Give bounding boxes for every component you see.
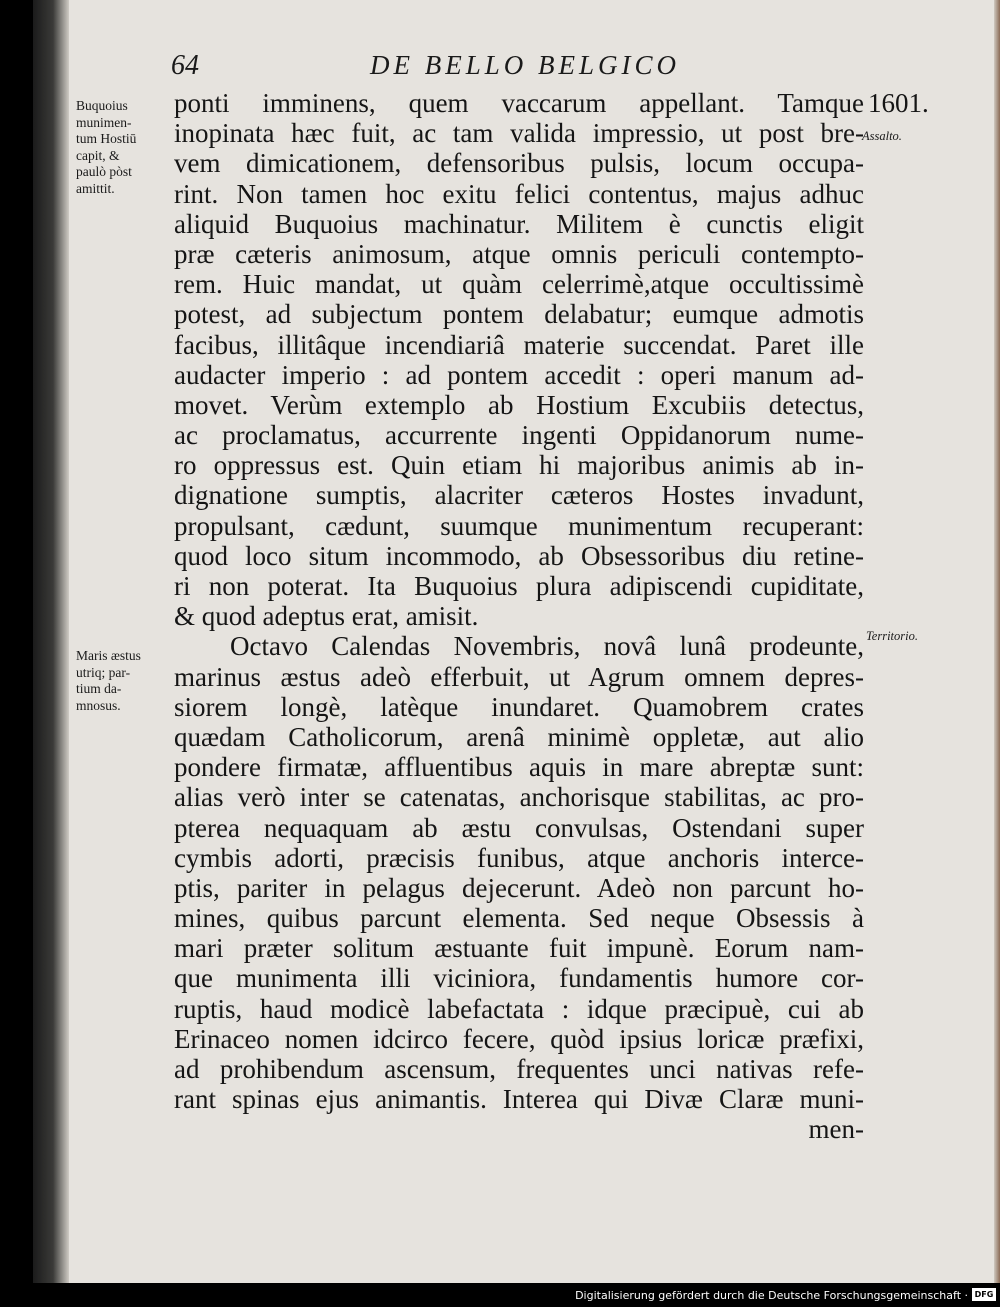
margin-note-line: utriq; par- [76, 664, 131, 680]
body-text [174, 88, 864, 1145]
margin-note-line: tium da- [76, 681, 122, 696]
margin-note-line: Maris æstus [76, 648, 141, 663]
margin-note-line: amittit. [76, 180, 115, 196]
text-line: rint. Non tamen hoc exitu felici contentus, majus adhuc [174, 178, 864, 209]
margin-note-line: capit, & [76, 147, 120, 163]
footer-credit: Digitalisierung gefördert durch die Deutsche Forschungsgemeinschaft · [575, 1289, 968, 1302]
text-line: rant spinas ejus animantis. Interea qui Divæ Claræ muni- [174, 1084, 864, 1115]
text-line: rem. Huic mandat, ut quàm celerrimè,atque occultissimè [174, 269, 864, 300]
text-line: facibus, illitâque incendiariâ materie succendat. Paret ille [174, 329, 864, 360]
text-line: que munimenta illi viciniora, fundamentis humore cor- [174, 963, 864, 994]
margin-note-right-1: Assalto. [862, 129, 902, 143]
text-line: dignatione sumptis, alacriter cæteros Hostes invadunt, [174, 480, 864, 511]
text-line: Erinaceo nomen idcirco fecere, quòd ipsius loricæ præfixi, [174, 1023, 864, 1054]
margin-note-line: paulò pòst [76, 164, 132, 179]
text-line: ac proclamatus, accurrente ingenti Oppidanorum nume- [174, 420, 864, 451]
dfg-logo-icon: DFG [972, 1288, 996, 1301]
text-line: præ cæteris animosum, atque omnis periculi contempto- [174, 238, 864, 269]
text-line: quædam Catholicorum, arenâ minimè oppletæ, aut alio [174, 721, 864, 752]
margin-note-line: munimen- [76, 114, 132, 130]
text-line: movet. Verùm extemplo ab Hostium Excubiis detectus, [174, 389, 864, 420]
catchword: men- [808, 1114, 864, 1145]
margin-note-left-1 [76, 98, 168, 197]
text-line: quod loco situm incommodo, ab Obsessoribus diu retine- [174, 540, 864, 571]
text-line: propulsant, cædunt, suumque munimentum recuperant: [174, 510, 864, 541]
text-line: pondere firmatæ, affluentibus aquis in mare abreptæ sunt: [174, 752, 864, 783]
margin-note-right-2: Territorio. [866, 629, 918, 643]
year-note: 1601. [868, 88, 929, 118]
text-line: ruptis, haud modicè labefactata : idque præcipuè, cui ab [174, 993, 864, 1024]
text-line: alias verò inter se catenatas, anchorisque stabilitas, ac pro- [174, 782, 864, 813]
text-line: inopinata hæc fuit, ac tam valida impressio, ut post bre- [174, 118, 864, 149]
text-line: ro oppressus est. Quin etiam hi majoribus animis ab in- [174, 450, 864, 481]
text-line: mines, quibus parcunt elementa. Sed neque Obsessis à [174, 903, 864, 934]
text-line: ad prohibendum ascensum, frequentes unci nativas refe- [174, 1054, 864, 1084]
margin-note-line: mnosus. [76, 697, 121, 713]
text-line: aliquid Buquoius machinatur. Militem è cunctis eligit [174, 208, 864, 239]
text-line: mari præter solitum æstuante fuit impunè. Eorum nam- [174, 933, 864, 964]
text-line: siorem longè, latèque inundaret. Quamobrem crates [174, 691, 864, 722]
text-line: vem dimicationem, defensoribus pulsis, locum occupa- [174, 148, 864, 179]
page-edge [994, 0, 1000, 1283]
page-header [0, 50, 1000, 84]
text-line: ptis, pariter in pelagus dejecerunt. Adeò non parcunt ho- [174, 872, 864, 903]
margin-note-line: tum Hostiū [76, 131, 137, 146]
text-line: ri non poterat. Ita Buquoius plura adipiscendi cupiditate, [174, 571, 864, 601]
text-line: Octavo Calendas Novembris, novâ lunâ prodeunte, [230, 631, 864, 662]
margin-note-line: Buquoius [76, 98, 128, 113]
text-line: potest, ad subjectum pontem delabatur; eumque admotis [174, 299, 864, 330]
digitization-footer [0, 1283, 1000, 1307]
text-line: marinus æstus adeò efferbuit, ut Agrum omnem depres- [174, 661, 864, 692]
text-line: & quod adeptus erat, amisit. [174, 601, 479, 632]
page-gutter [33, 0, 69, 1283]
text-line: cymbis adorti, præcisis funibus, atque anchoris interce- [174, 842, 864, 873]
text-line: pterea nequaquam ab æstu convulsas, Ostendani super [174, 812, 864, 843]
page-number: 64 [171, 50, 199, 81]
text-line: audacter imperio : ad pontem accedit : operi manum ad- [174, 359, 864, 390]
text-line: ponti imminens, quem vaccarum appellant. Tamque [174, 88, 864, 118]
running-title: DE BELLO BELGICO [370, 50, 681, 80]
margin-note-left-2 [76, 648, 168, 714]
